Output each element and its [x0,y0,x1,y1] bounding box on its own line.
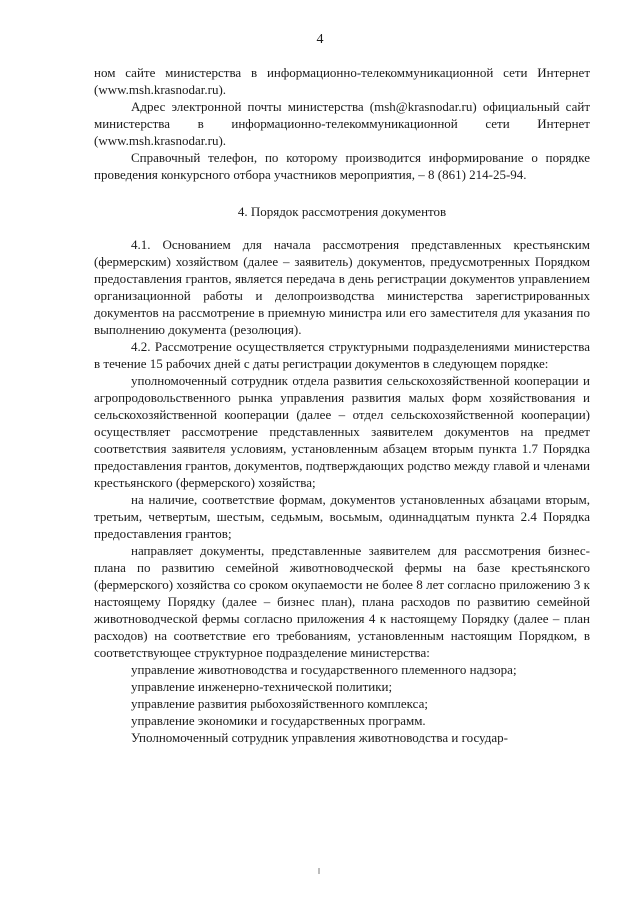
paragraph-email-address: Адрес электронной почты министерства (msh@krasnodar.ru) официальный сайт министерства в информационно-телекоммуникационной сети Интернет (www.msh.krasnodar.ru). [94,99,590,148]
paragraph-4-1: 4.1. Основанием для начала рассмотрения представленных крестьянским (фермерским) хозяйством (далее – заявитель) документов, предусмотренных Порядком предоставления грантов, является передача в день регистрации документов управлением организационной работы и делопроизводства министерства зарегистрированных документов на рассмотрение в приемную министра или его заместителя для указания по выполнению документа (резолюция). [94,237,590,337]
paragraph-reference-phone: Справочный телефон, по которому производится информирование о порядке проведения конкурсного отбора участников мероприятия, – 8 (861) 214-25-94. [94,150,590,182]
paragraph-availability-check: на наличие, соответствие формам, документов установленных абзацами вторым, третьим, четвертым, шестым, седьмым, восьмым, одиннадцатым пункта 2.4 Порядка предоставления грантов; [94,492,590,541]
paragraph-4-2: 4.2. Рассмотрение осуществляется структурными подразделениями министерства в течение 15 рабочих дней с даты регистрации документов в следующем порядке: [94,339,590,371]
scan-mark [318,868,320,874]
list-item-department: управление животноводства и государственного племенного надзора; [131,662,517,677]
list-item-department: управление инженерно-технической политики; [131,679,393,694]
paragraph-authorized-employee: уполномоченный сотрудник отдела развития сельскохозяйственной кооперации и агропродовольственного рынка управления развития малых форм хозяйствования и сельскохозяйственной кооперации (далее – отдел сельскохозяйственной кооперации) осуществляет рассмотрение представленных заявителем документов на предмет соответствия заявителя условиям, установленным абзацем вторым пункта 1.7 Порядка предоставления грантов, документов, подтверждающих родство между главой и членами крестьянского (фермерского) хозяйства; [94,373,590,490]
list-item-department: управление развития рыбохозяйственного комплекса; [131,696,428,711]
paragraph-website-continuation: ном сайте министерства в информационно-телекоммуникационной сети Интернет (www.msh.krasnodar.ru). [94,65,590,97]
paragraph-livestock-employee: Уполномоченный сотрудник управления животноводства и государ- [131,730,508,745]
document-body [94,64,590,746]
page-number: 4 [316,32,324,47]
departments-list [94,661,590,729]
section-heading: 4. Порядок рассмотрения документов [237,204,447,219]
list-item-department: управление экономики и государственных программ. [131,713,426,728]
paragraph-sends-documents: направляет документы, представленные заявителем для рассмотрения бизнес-плана по развитию семейной животноводческой фермы на базе крестьянского (фермерского) хозяйства со сроком окупаемости не более 8 лет согласно приложению 3 к настоящему Порядку (далее – бизнес план), плана расходов по развитию семейной животноводческой фермы согласно приложения 4 к настоящему Порядку (далее – план расходов) на соответствие его требованиям, установленным настоящим Порядком, в соответствующее структурное подразделение министерства: [94,543,590,660]
